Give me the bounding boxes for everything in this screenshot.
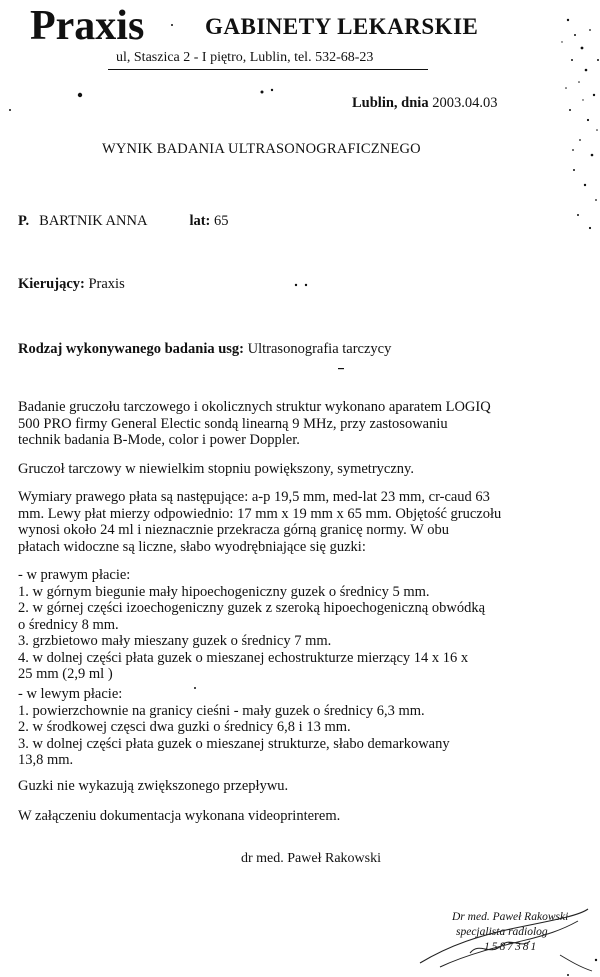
referrer-line <box>18 276 125 293</box>
exam-type-value: Ultrasonografia tarczycy <box>247 341 392 357</box>
brand-name: Praxis <box>30 3 145 49</box>
paragraph-dimensions <box>18 489 578 555</box>
text-line: 25 mm (2,9 ml ) <box>18 666 113 682</box>
exam-type-line <box>18 341 391 358</box>
text-line: 2. w środkowej częsci dwa guzki o średnicy 6,8 i 13 mm. <box>18 719 351 735</box>
text-line: 13,8 mm. <box>18 752 74 768</box>
paragraph-flow <box>18 778 578 795</box>
text-line: 1. w górnym biegunie mały hipoechogeniczny guzek o średnicy 5 mm. <box>18 583 430 600</box>
text-line: płatach widoczne są liczne, słabo wyodrębniające się guzki: <box>18 538 366 555</box>
text-line: 3. w dolnej części płata guzek o mieszanej strukturze, słabo demarkowany <box>18 735 450 752</box>
age-value: 65 <box>214 213 229 229</box>
stamp-name: Dr med. Paweł Rakowski <box>452 911 569 923</box>
letterhead-rule <box>108 69 428 70</box>
patient-prefix: P. <box>18 213 30 229</box>
text-line: 1. powierzchownie na granicy cieśni - mały guzek o średnicy 6,3 mm. <box>18 702 425 719</box>
letterhead-subtitle: GABINETY LEKARSKIE <box>205 14 479 39</box>
text-line: technik badania B-Mode, color i power Doppler. <box>18 432 300 448</box>
text-line: 500 PRO firmy General Electic sondą linearną 9 MHz, przy zastosowaniu <box>18 415 448 432</box>
text-line: W załączeniu dokumentacja wykonana videoprinterem. <box>18 808 341 824</box>
paragraph-gland-summary <box>18 461 578 478</box>
stamp-number: 1587381 <box>484 941 539 953</box>
paragraph-left-lobe <box>18 686 578 769</box>
text-line: Wymiary prawego płata są następujące: a-p 19,5 mm, med-lat 23 mm, cr-caud 63 <box>18 489 490 505</box>
patient-line <box>18 213 229 230</box>
exam-type-label: Rodzaj wykonywanego badania usg: <box>18 341 245 357</box>
date-label: Lublin, dnia <box>352 95 429 111</box>
text-line: - w prawym płacie: <box>18 567 131 583</box>
date-line <box>352 95 497 112</box>
text-line: 2. w górnej części izoechogeniczny guzek z szeroką hipoechogeniczną obwódką <box>18 600 486 616</box>
text-line: mm. Lewy płat mierzy odpowiednio: 17 mm x 19 mm x 65 mm. Objętość gruczołu <box>18 505 502 522</box>
document-title: WYNIK BADANIA ULTRASONOGRAFICZNEGO <box>102 141 421 157</box>
paragraph-right-lobe <box>18 567 578 683</box>
text-line: o średnicy 8 mm. <box>18 616 119 633</box>
handwritten-signature-icon <box>410 905 600 975</box>
stamp-title: specjalista radiolog <box>456 926 548 938</box>
text-line: 3. grzbietowo mały mieszany guzek o średnicy 7 mm. <box>18 633 332 649</box>
letterhead-address: ul, Staszica 2 - I piętro, Lublin, tel. 532-68-23 <box>116 50 374 65</box>
text-line: Badanie gruczołu tarczowego i okolicznych struktur wykonano aparatem LOGIQ <box>18 399 491 415</box>
doctor-stamp <box>440 905 600 975</box>
paragraph-equipment <box>18 399 578 449</box>
paragraph-attachment <box>18 808 578 825</box>
age-label: lat: <box>189 213 211 229</box>
referrer-value: Praxis <box>88 276 125 292</box>
text-line: 4. w dolnej części płata guzek o mieszanej echostrukturze mierzący 14 x 16 x <box>18 649 469 666</box>
signature-name: dr med. Paweł Rakowski <box>241 851 381 866</box>
text-line: Gruczoł tarczowy w niewielkim stopniu powiększony, symetryczny. <box>18 461 414 477</box>
text-line: Guzki nie wykazują zwiększonego przepływu. <box>18 778 289 794</box>
text-line: - w lewym płacie: <box>18 686 123 702</box>
patient-name: BARTNIK ANNA <box>39 213 148 229</box>
date-value: 2003.04.03 <box>432 95 498 111</box>
referrer-label: Kierujący: <box>18 276 85 292</box>
text-line: wynosi około 24 ml i nieznacznie przekracza górną granicę normy. W obu <box>18 522 449 538</box>
